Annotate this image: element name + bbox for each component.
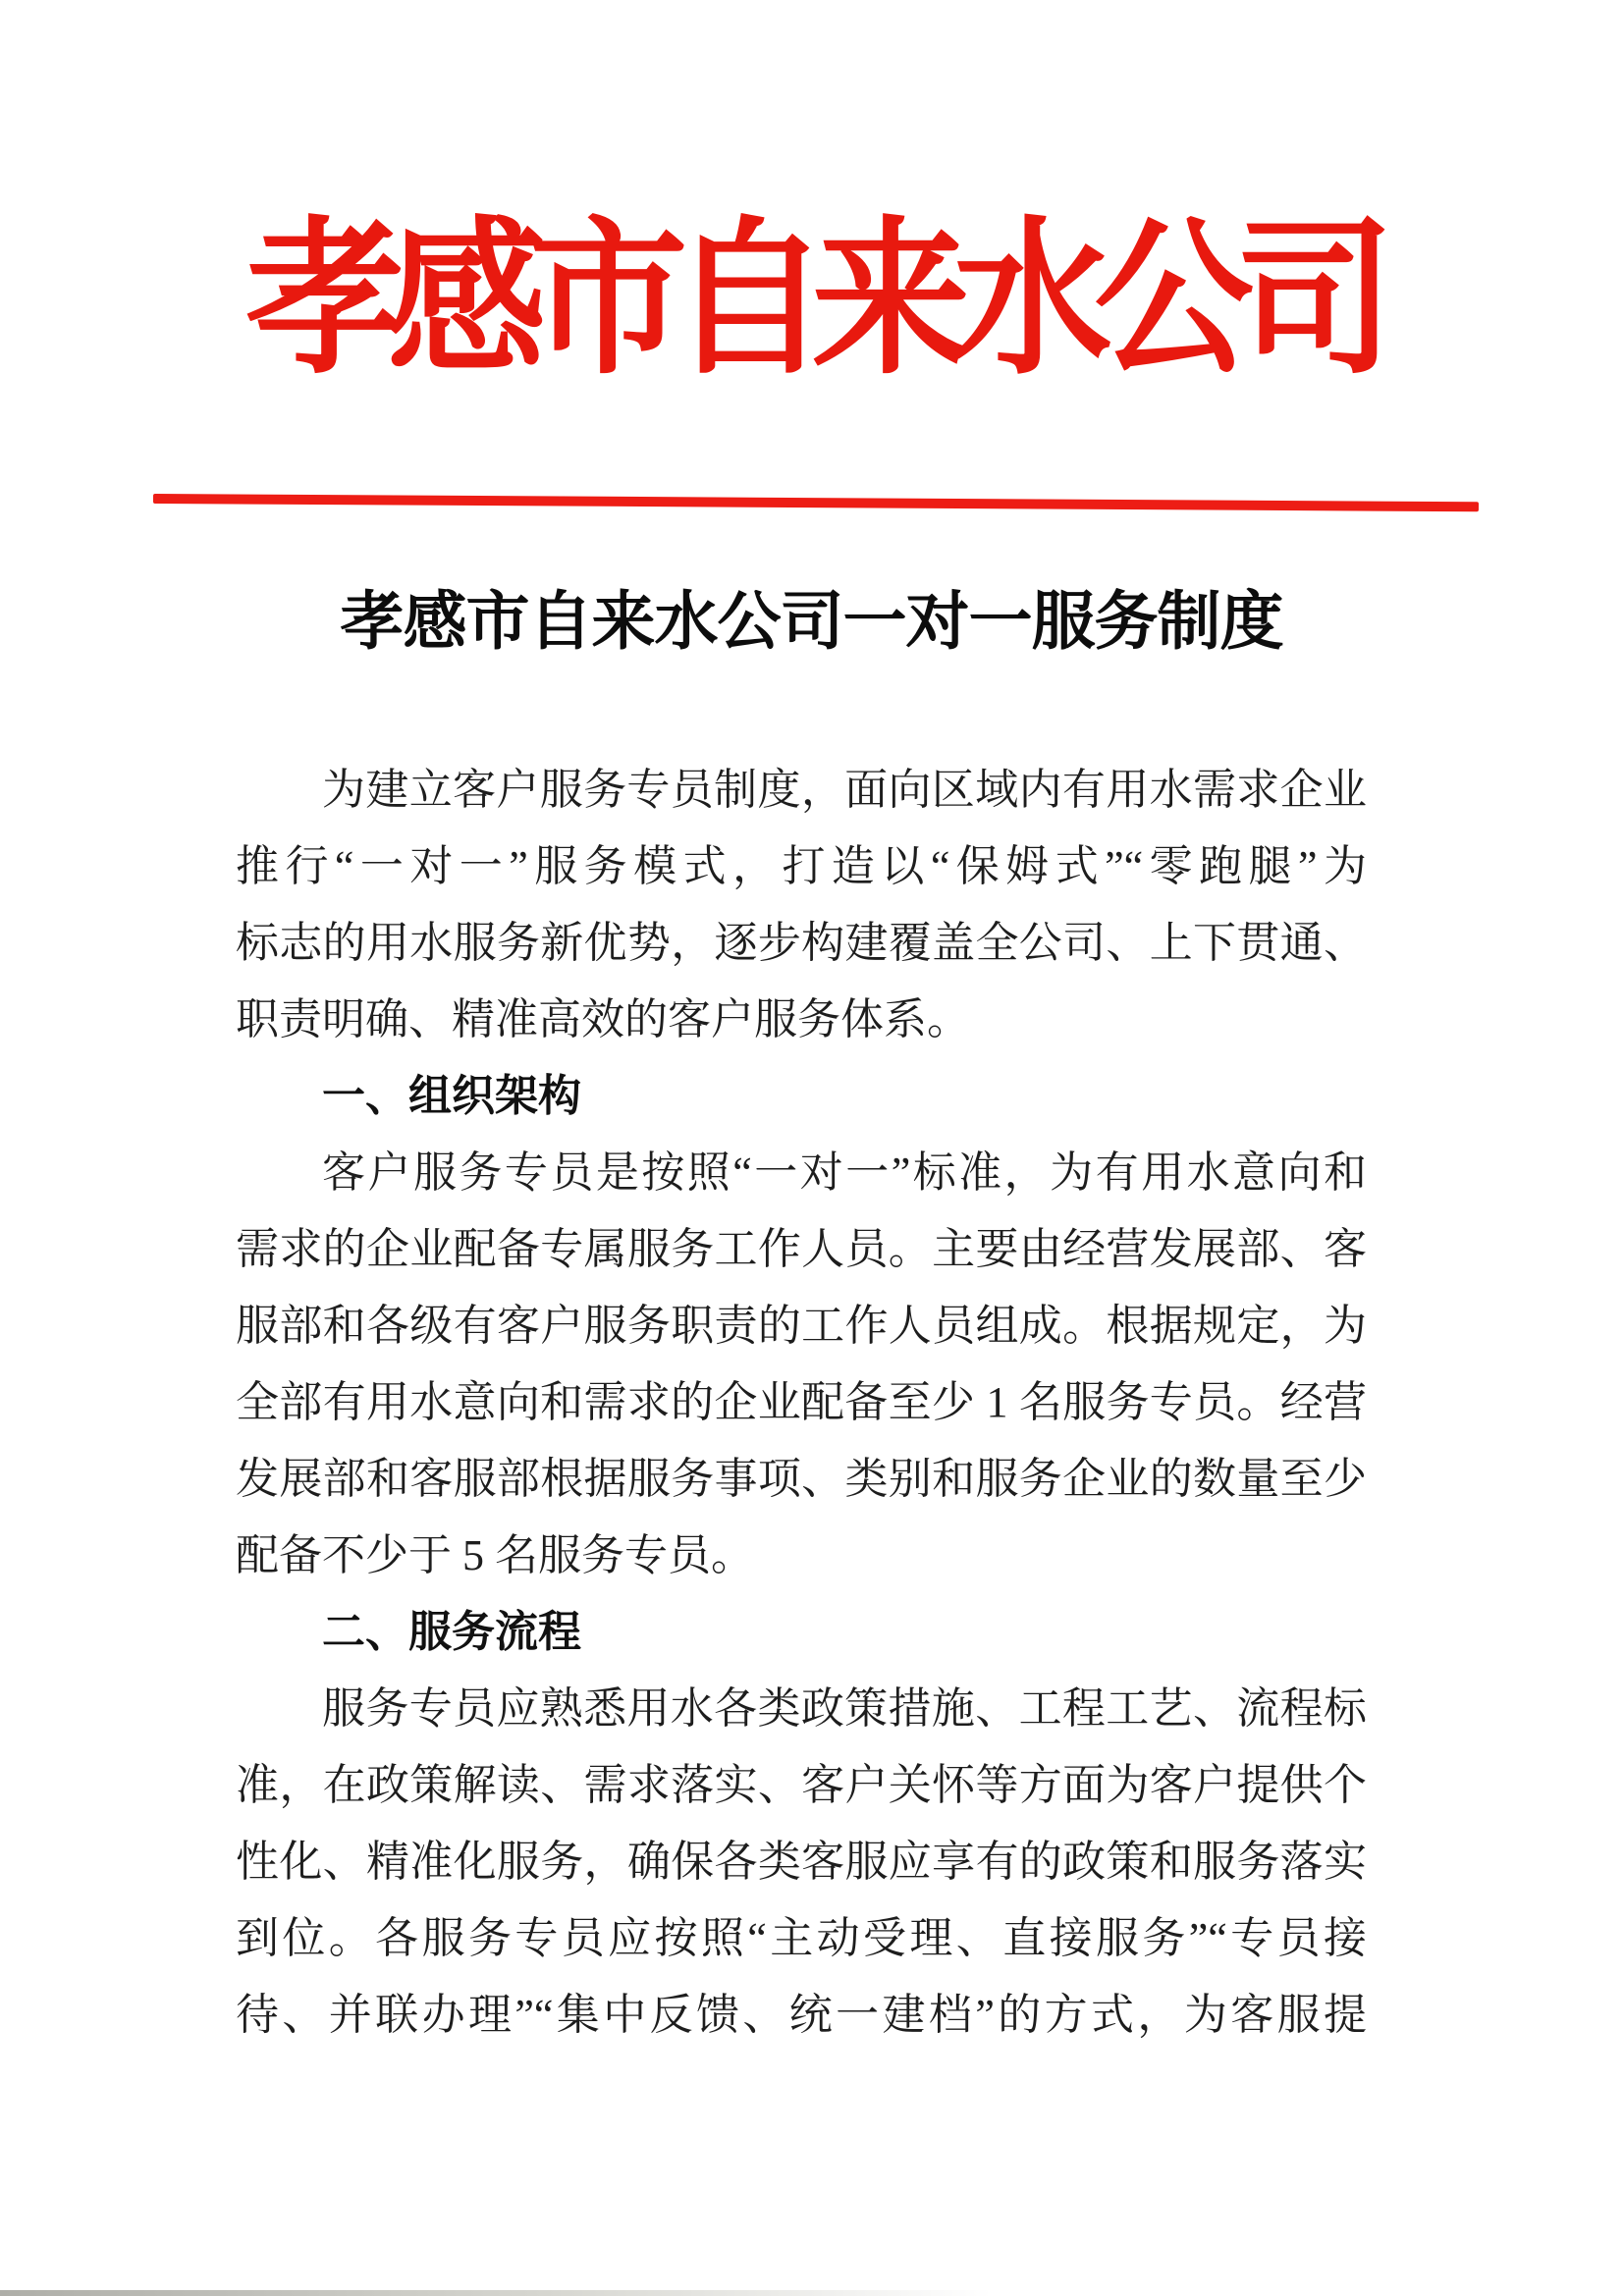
section-heading: 一、组织架构 <box>322 1072 581 1120</box>
scan-edge-artifact <box>0 2290 992 2296</box>
document-body <box>236 752 1367 2054</box>
text-line: 准，在政策解读、需求落实、客户关怀等方面为客户提供个 <box>236 1761 1367 1809</box>
text-line: 职责明确、精准高效的客户服务体系。 <box>236 995 970 1043</box>
text-line: 到位。各服务专员应按照“主动受理、直接服务”“专员接 <box>236 1914 1367 1962</box>
text-line: 全部有用水意向和需求的企业配备至少 1 名服务专员。经营 <box>236 1378 1367 1426</box>
text-line: 配备不少于 5 名服务专员。 <box>236 1531 754 1579</box>
text-line: 待、并联办理”“集中反馈、统一建档”的方式，为客服提 <box>236 1991 1367 2039</box>
document-title: 孝感市自来水公司一对一服务制度 <box>340 587 1283 658</box>
text-line: 客户服务专员是按照“一对一”标准，为有用水意向和 <box>322 1148 1367 1197</box>
text-line: 服务专员应熟悉用水各类政策措施、工程工艺、流程标 <box>322 1684 1367 1733</box>
text-line: 性化、精准化服务，确保各类客服应享有的政策和服务落实 <box>236 1838 1367 1886</box>
text-line: 推行“一对一”服务模式，打造以“保姆式”“零跑腿”为 <box>236 842 1367 890</box>
section-heading: 二、服务流程 <box>322 1608 581 1656</box>
text-line: 需求的企业配备专属服务工作人员。主要由经营发展部、客 <box>236 1225 1367 1273</box>
letterhead-company-name: 孝感市自来水公司 <box>245 208 1378 396</box>
text-line: 发展部和客服部根据服务事项、类别和服务企业的数量至少 <box>236 1455 1367 1503</box>
text-line: 服部和各级有客户服务职责的工作人员组成。根据规定，为 <box>236 1302 1367 1350</box>
text-line: 为建立客户服务专员制度，面向区域内有用水需求企业 <box>322 766 1367 814</box>
letterhead-divider-line <box>153 494 1479 511</box>
text-line: 标志的用水服务新优势，逐步构建覆盖全公司、上下贯通、 <box>236 919 1367 967</box>
